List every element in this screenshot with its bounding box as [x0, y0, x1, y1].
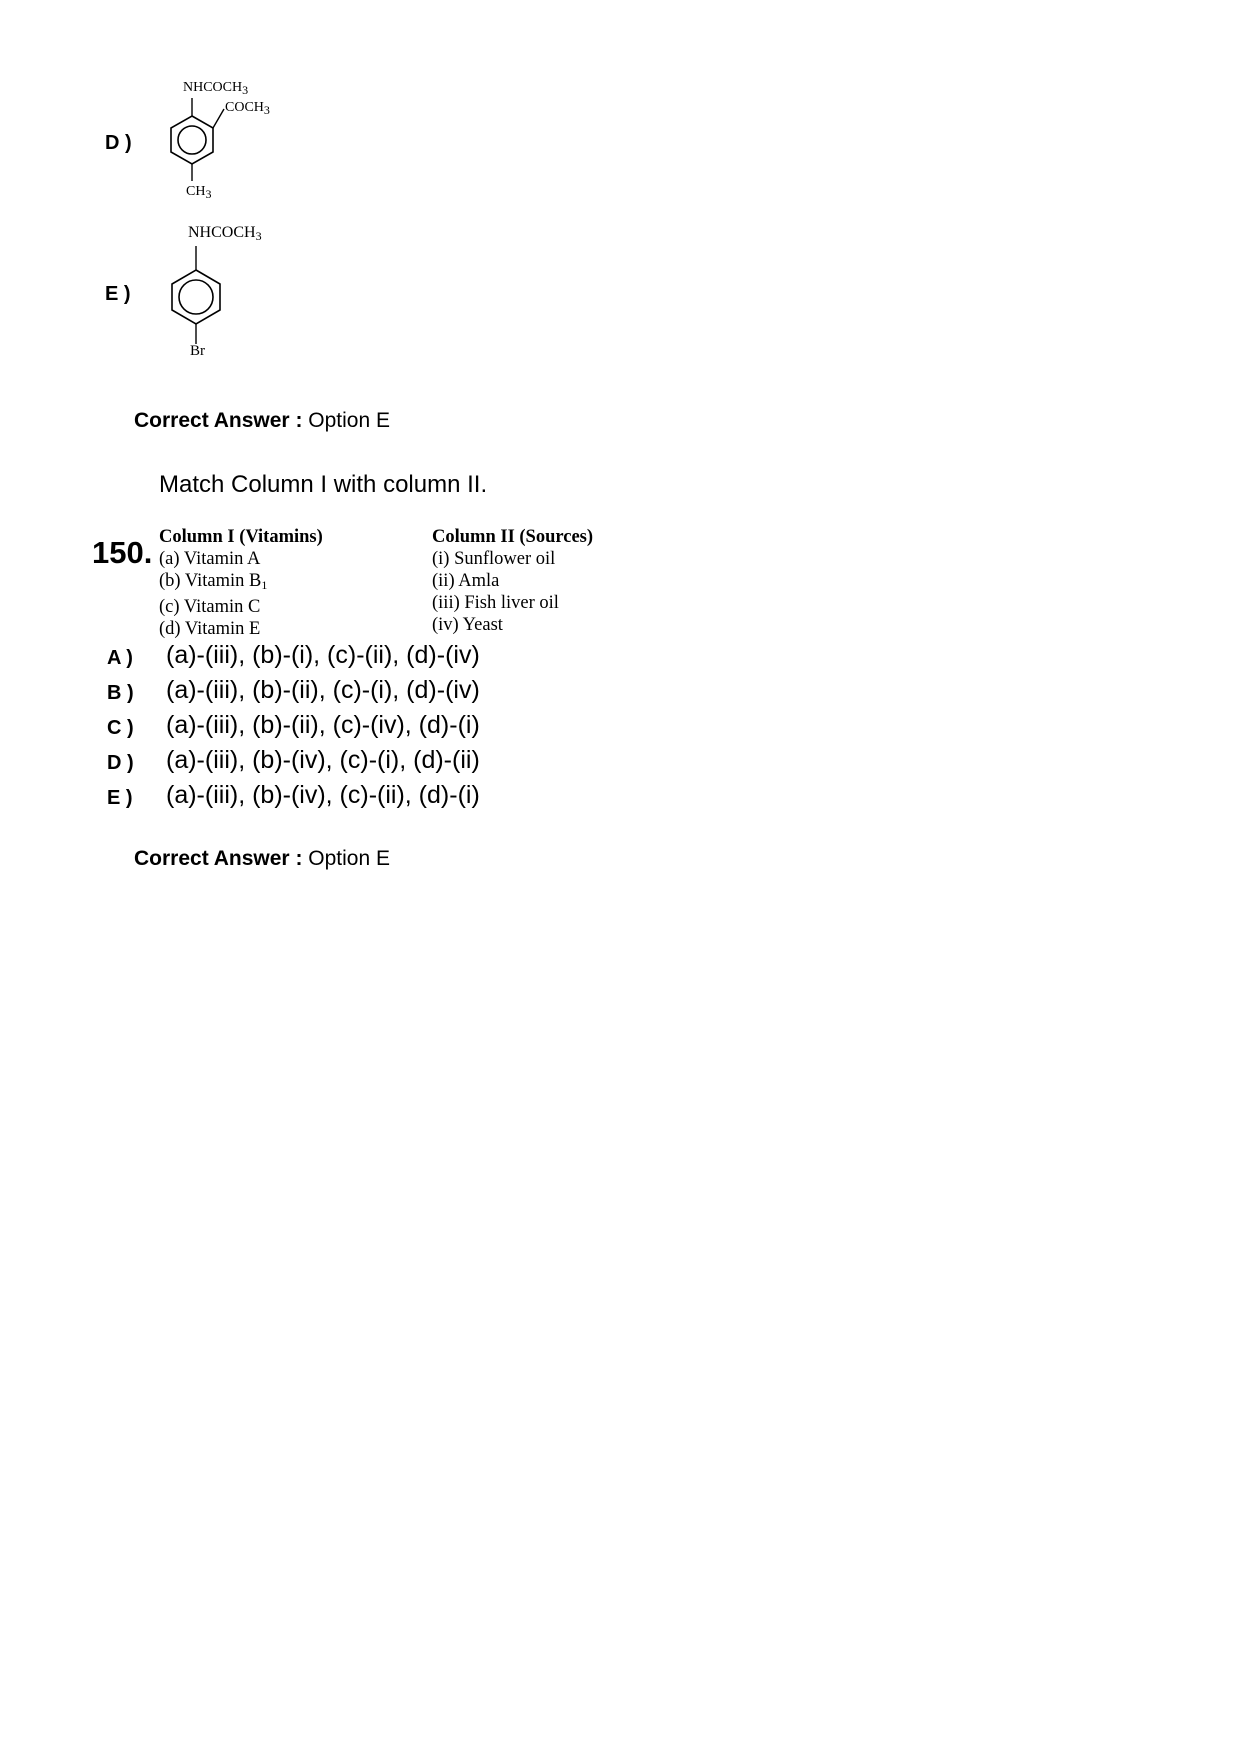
- option-e-structure: $NHCOCH_3$ Br: [150, 222, 290, 362]
- option-e-label: E ): [105, 283, 131, 305]
- choice-label: C ): [107, 717, 134, 739]
- question-prompt: Match Column I with column II.: [159, 471, 488, 498]
- column-1-item: (c) Vitamin C: [159, 597, 261, 617]
- choice-label: D ): [107, 752, 134, 774]
- option-e-top-group: NHCOCH: [188, 224, 256, 241]
- choice-b[interactable]: [0, 676, 600, 710]
- choice-text: (a)-(iii), (b)-(iv), (c)-(ii), (d)-(i): [166, 781, 480, 809]
- choice-text: (a)-(iii), (b)-(i), (c)-(ii), (d)-(iv): [166, 641, 480, 669]
- choice-a[interactable]: [0, 641, 600, 675]
- option-d-top-group: NHCOCH: [183, 80, 243, 95]
- column-2-item: (iv) Yeast: [432, 615, 503, 635]
- choice-text: (a)-(iii), (b)-(iv), (c)-(i), (d)-(ii): [166, 746, 480, 774]
- option-e-bottom-group: Br: [190, 343, 205, 359]
- question-number: 150.: [92, 535, 153, 570]
- option-d-bottom-group: CH: [186, 184, 206, 199]
- column-1-header: Column I (Vitamins): [159, 527, 323, 547]
- column-2-item: (ii) Amla: [432, 571, 500, 591]
- column-2: [432, 526, 593, 636]
- option-d-label: D ): [105, 132, 132, 154]
- column-2-header: Column II (Sources): [432, 527, 594, 547]
- column-2-item: (iii) Fish liver oil: [432, 593, 559, 613]
- column-1-item: (b) Vitamin $B_1$: [159, 571, 268, 592]
- choice-label: E ): [107, 787, 133, 809]
- choice-label: A ): [107, 647, 133, 669]
- choice-c[interactable]: [0, 711, 600, 745]
- column-1-item: (a) Vitamin A: [159, 549, 261, 569]
- correct-answer: Correct Answer : Option E: [134, 847, 390, 870]
- choice-d[interactable]: [0, 746, 600, 780]
- choice-text: (a)-(iii), (b)-(ii), (c)-(iv), (d)-(i): [166, 711, 480, 739]
- prev-correct-answer: Correct Answer : Option E: [134, 409, 390, 432]
- column-1-item: (d) Vitamin E: [159, 619, 261, 639]
- column-2-item: (i) Sunflower oil: [432, 549, 556, 569]
- option-d-structure: NHCOCH3 COCH3 CH3: [150, 78, 290, 208]
- choice-text: (a)-(iii), (b)-(ii), (c)-(i), (d)-(iv): [166, 676, 480, 704]
- option-d-side-group: COCH: [225, 100, 264, 115]
- choice-e[interactable]: [0, 781, 600, 815]
- choice-label: B ): [107, 682, 134, 704]
- column-1: [159, 526, 323, 640]
